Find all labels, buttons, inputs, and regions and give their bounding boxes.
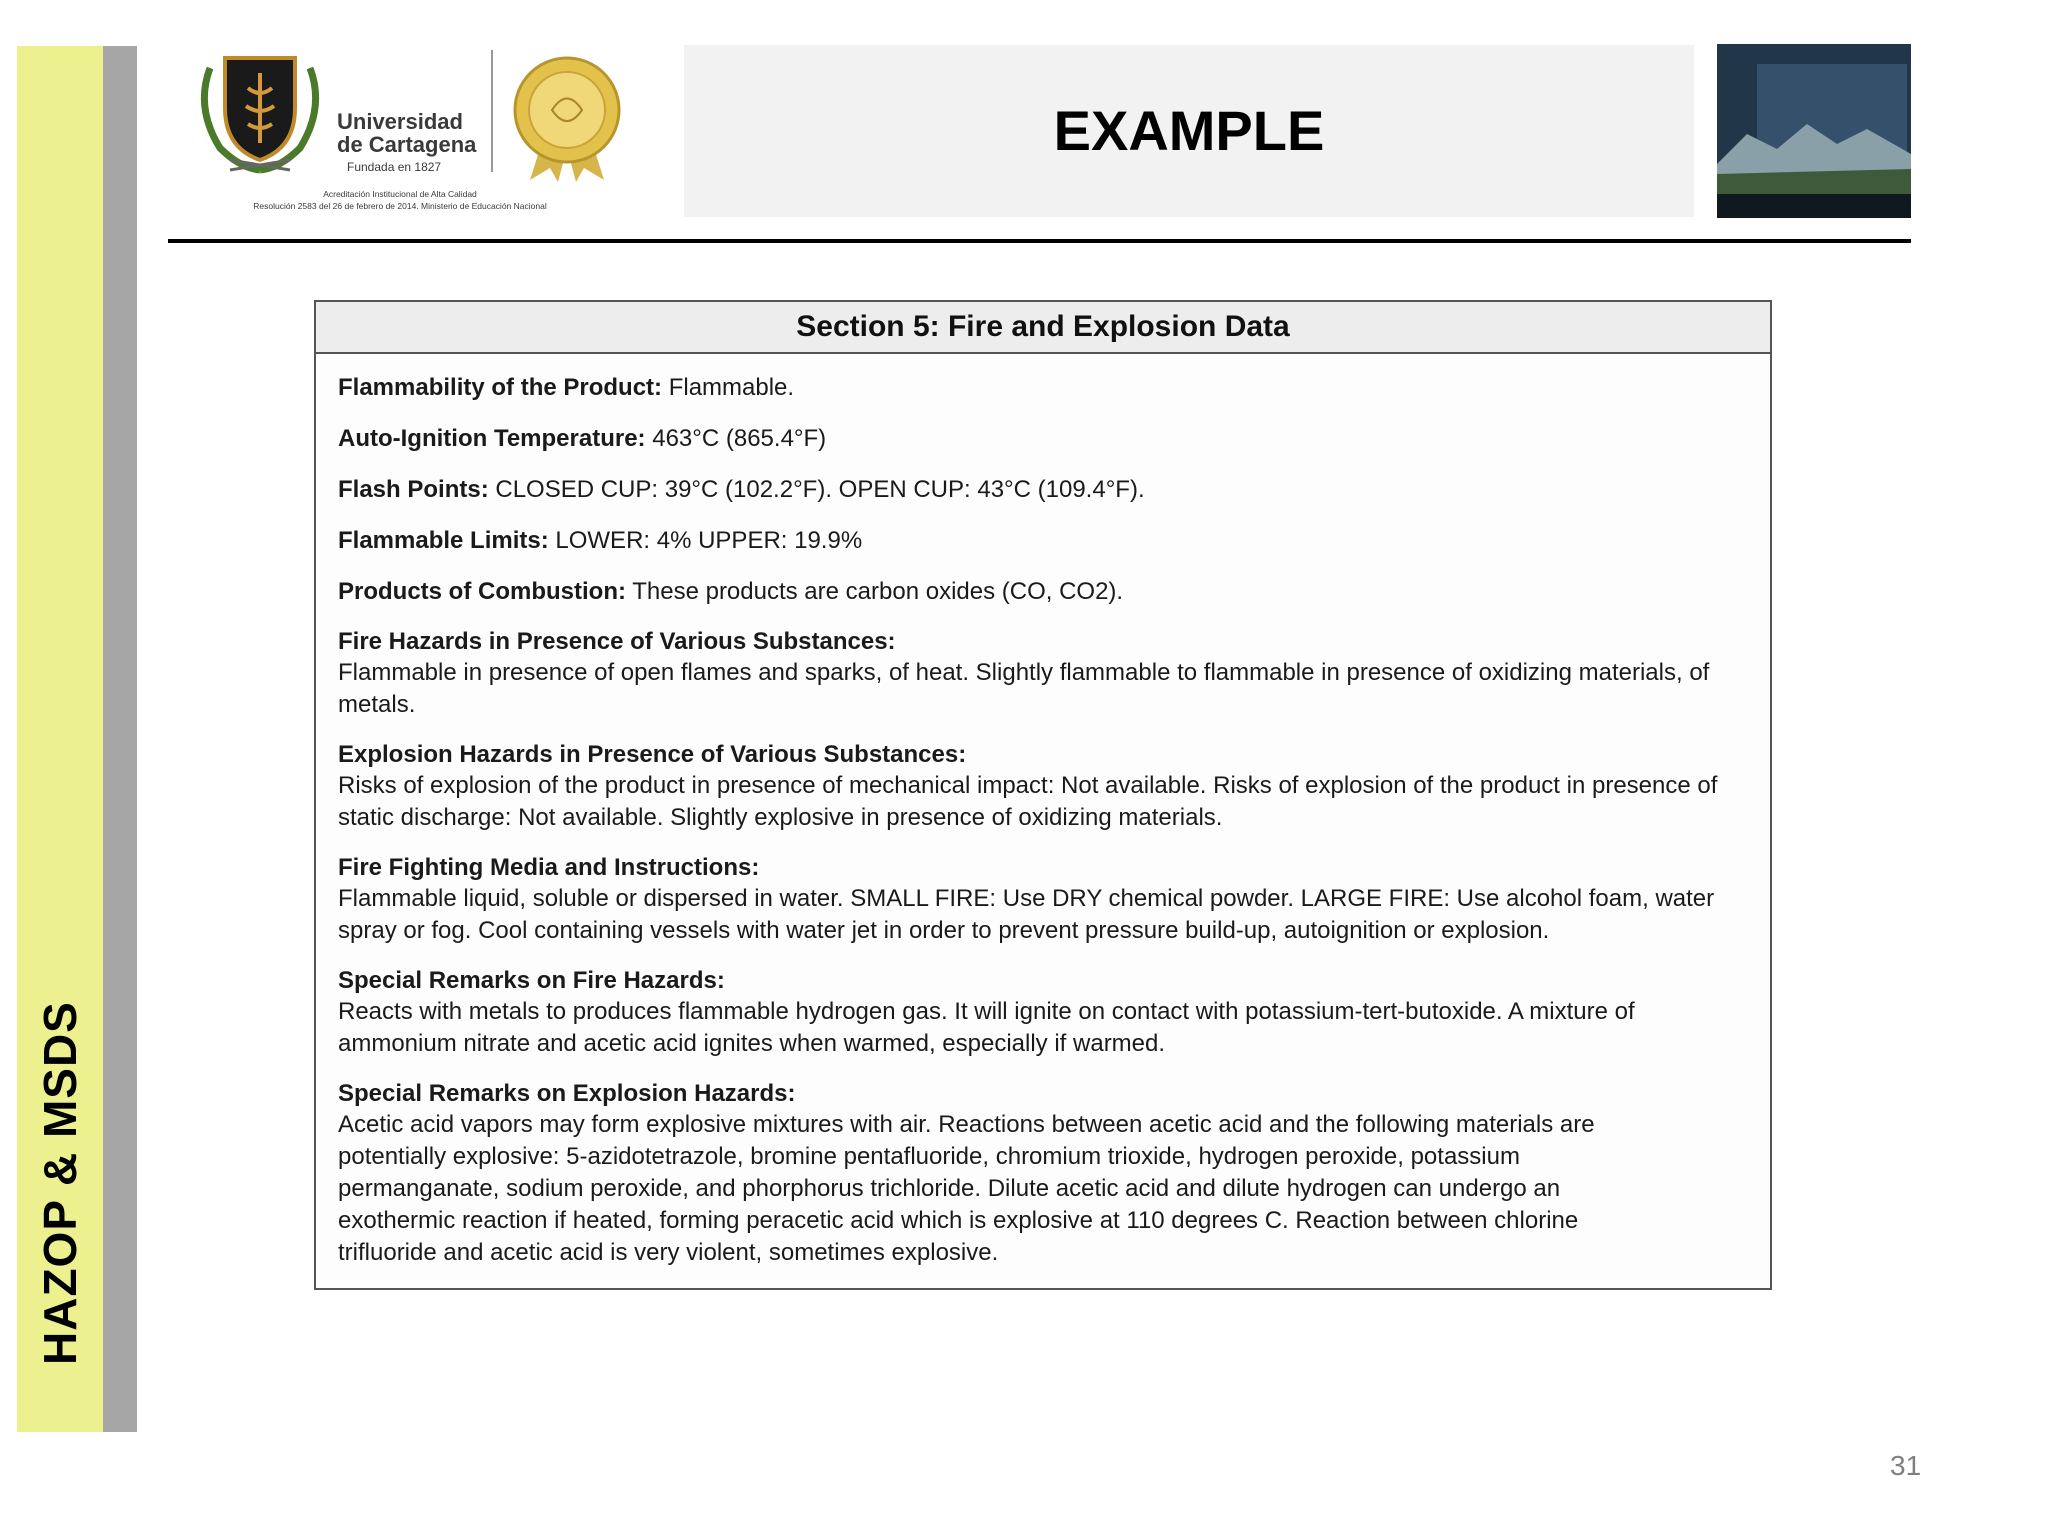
university-name: Universidad de Cartagena <box>337 109 477 157</box>
field-flash-points <box>338 474 1750 506</box>
field-value: CLOSED CUP: 39°C (102.2°F). OPEN CUP: 43°C (109.4°F). <box>495 476 1145 503</box>
field-label: Flammability of the Product: <box>338 374 663 401</box>
msds-body <box>316 354 1770 1269</box>
field-value: Flammable. <box>668 374 795 401</box>
header-divider <box>168 239 1911 243</box>
field-label: Special Remarks on Fire Hazards: <box>338 967 725 994</box>
field-fire-hazards <box>338 627 1750 721</box>
sidebar-title: HAZOP & MSDS <box>34 1001 86 1365</box>
field-flammable-limits <box>338 525 1750 557</box>
field-remarks-explosion <box>338 1079 1750 1269</box>
sidebar-gray-band <box>103 46 137 1432</box>
field-value: Flammable in presence of open flames and sparks, of heat. Slightly flammable to flammable in presence of oxidizing materials, of metals. <box>338 659 1710 718</box>
field-value: 463°C (865.4°F) <box>652 425 827 452</box>
field-flammability <box>338 372 1750 404</box>
accreditation-text: Acreditación Institucional de Alta Calidad Resolución 2583 del 26 de febrero de 2014. Ministerio de Educación Nacional <box>253 189 547 211</box>
field-fire-fighting <box>338 853 1750 947</box>
field-value: These products are carbon oxides (CO, CO2). <box>632 578 1124 605</box>
msds-section <box>314 300 1772 1290</box>
crest-icon <box>190 48 330 178</box>
field-auto-ignition <box>338 423 1750 455</box>
slide-title-box <box>684 45 1694 217</box>
field-value: Flammable liquid, soluble or dispersed in water. SMALL FIRE: Use DRY chemical powder. LARGE FIRE: Use alcohol foam, water spray or fog. Cool containing vessels with water jet in order to prevent pressure build-up, autoignition or explosion. <box>338 885 1715 944</box>
field-explosion-hazards <box>338 740 1750 834</box>
field-value: Reacts with metals to produces flammable hydrogen gas. It will ignite on contact with potassium-tert-butoxide. A mixture of ammonium nitrate and acetic acid ignites when warmed, especially if warmed. <box>338 998 1635 1057</box>
field-label: Auto-Ignition Temperature: <box>338 425 646 452</box>
msds-section-title: Section 5: Fire and Explosion Data <box>316 302 1770 354</box>
page-number: 31 <box>1890 1450 1922 1481</box>
field-value: Risks of explosion of the product in presence of mechanical impact: Not available. Risks of explosion of the product in presence of static discharge: Not available. Slightly explosive in presence of oxidizing materials. <box>338 772 1718 831</box>
field-label: Flammable Limits: <box>338 527 549 554</box>
field-label: Flash Points: <box>338 476 489 503</box>
field-remarks-fire <box>338 966 1750 1060</box>
field-value: Acetic acid vapors may form explosive mixtures with air. Reactions between acetic acid and the following materials are potentially explosive: 5-azidotetrazole, bromine pentafluoride, chromium trioxide, hydrogen peroxide, potassium permanganate, sodium peroxide, and phorphorus trichloride. Dilute acetic acid and dilute hydrogen can undergo an exothermic reaction if heated, forming peracetic acid which is explosive at 110 degrees C. Reaction between chlorine trifluoride and acetic acid is very violent, sometimes explosive. <box>338 1111 1595 1266</box>
field-label: Fire Hazards in Presence of Various Substances: <box>338 628 896 655</box>
field-label: Explosion Hazards in Presence of Various Substances: <box>338 741 967 768</box>
logo-divider <box>491 50 493 172</box>
university-logo <box>190 48 610 222</box>
field-value: LOWER: 4% UPPER: 19.9% <box>555 527 863 554</box>
field-label: Fire Fighting Media and Instructions: <box>338 854 760 881</box>
field-label: Products of Combustion: <box>338 578 626 605</box>
field-label: Special Remarks on Explosion Hazards: <box>338 1080 796 1107</box>
slide-title: EXAMPLE <box>1053 99 1325 162</box>
quality-seal-icon <box>512 52 622 182</box>
book-cover-image <box>1717 44 1911 218</box>
field-combustion-products <box>338 576 1750 608</box>
founded-text: Fundada en 1827 <box>347 160 442 174</box>
book-cover-art <box>1717 44 1911 218</box>
